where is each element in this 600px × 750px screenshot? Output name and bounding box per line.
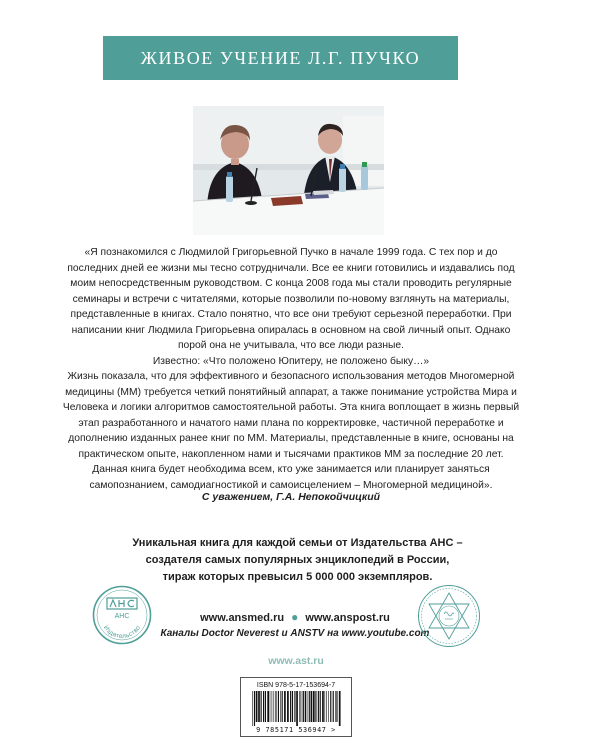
logo-brand: АНС xyxy=(114,613,130,620)
barcode-bar xyxy=(330,691,331,722)
author-photo xyxy=(193,106,384,235)
logo-caption: Издательство xyxy=(101,624,143,641)
foreword-text xyxy=(60,245,522,493)
barcode-bar xyxy=(278,691,279,722)
barcode-bar xyxy=(315,691,316,722)
promo-line: создателя самых популярных энциклопедий в России, xyxy=(145,554,450,566)
barcode-bar xyxy=(322,691,324,722)
promo-line: Уникальная книга для каждой семьи от Издательства АНС – xyxy=(132,537,463,549)
barcode-bar xyxy=(311,691,313,722)
barcode-bar xyxy=(254,691,255,726)
barcode-bar xyxy=(326,691,327,722)
photo-scene xyxy=(193,106,384,235)
paragraph: Данная книга будет необходима всем, кто уже занимается или планирует заняться самопознанием, самодиагностикой и самоисцелением – Многомерной медициной». xyxy=(89,464,493,491)
isbn-label: ISBN 978-5-17-153694-7 xyxy=(256,682,336,689)
anspost-link[interactable]: www.anspost.ru xyxy=(305,612,390,624)
barcode-bar xyxy=(339,691,341,726)
youtube-channels[interactable]: Каналы Doctor Neverest и ANSTV на www.youtube.com xyxy=(160,628,430,639)
promo-line: тираж которых превысил 5 000 000 экземпляров. xyxy=(162,571,433,583)
barcode-bar xyxy=(296,691,298,726)
barcode-bar xyxy=(302,691,303,722)
paragraph: «Я познакомился с Людмилой Григорьевной Пучко в начале 1999 года. С тех пор и до последних дней ее жизни мы тесно сотрудничали. Все ее книги готовились и издавались под моим непосредственным руководством. С конца 2008 года мы стали проводить регулярные семинары и встречи с читателями, которые позволили по-новому взглянуть на материалы, представленные в книгах. Стало понятно, что все они требуют серьезной переработки. При написании книг Людмила Григорьевна опиралась в основном на свой личный опыт. Однако порой она не учитывала, что все люди разные. xyxy=(67,247,515,351)
barcode-bar xyxy=(290,691,291,722)
barcode-bar xyxy=(256,691,258,722)
barcode-bar xyxy=(265,691,266,722)
barcode-bar xyxy=(328,691,329,722)
barcode-bar xyxy=(318,691,319,722)
bullet-icon: ● xyxy=(291,610,299,624)
ast-link[interactable]: www.ast.ru xyxy=(268,655,324,667)
ansmed-link[interactable]: www.ansmed.ru xyxy=(200,612,285,624)
book-series-banner xyxy=(103,36,458,80)
barcode-bar xyxy=(263,691,264,722)
barcode-bar xyxy=(301,691,302,722)
barcode-bar xyxy=(287,691,289,722)
barcode-bar xyxy=(320,691,321,722)
barcode-bar xyxy=(284,691,286,722)
barcode-bar xyxy=(275,691,276,722)
barcode-bar xyxy=(336,691,337,722)
barcode-bar xyxy=(272,691,273,722)
barcode-bar xyxy=(280,691,281,722)
barcode-bar xyxy=(274,691,275,722)
barcode-bar xyxy=(307,691,308,722)
barcode-bar xyxy=(333,691,334,722)
barcode-bar xyxy=(335,691,336,722)
barcode-bar xyxy=(303,691,304,722)
barcode-bar xyxy=(252,691,253,726)
barcode-bar xyxy=(258,691,260,722)
barcode-bar xyxy=(267,691,269,722)
svg-text:Издательство xyxy=(102,624,142,640)
barcode-bar xyxy=(299,691,300,722)
paragraph: Известно: «Что положено Юпитеру, не положено быку…» xyxy=(152,355,430,367)
barcode-bar xyxy=(261,691,262,722)
barcode-bar xyxy=(294,691,295,722)
website-links xyxy=(170,610,420,624)
isbn-barcode xyxy=(240,677,352,737)
barcode-bar xyxy=(309,691,310,722)
publisher-promo xyxy=(120,535,475,586)
paragraph: Жизнь показала, что для эффективного и безопасного использования методов Многомерной медицины (ММ) требуется четкий понятийный аппарат, а также понимание устройства Мира и Человека и логики алгоритмов самостоятельной работы. Эта книга воплощает в жизнь первый этап разработанного и начатого нами плана по корректировке, частичной переработке и дополнению изданных ранее книг по ММ. Материалы, представленные в книге, основаны на практическом опыте, накопленном нами и тысячами практиков ММ за последние 20 лет. xyxy=(62,371,520,460)
barcode-bar xyxy=(313,691,315,722)
signature: С уважением, Г.А. Непокойчицкий xyxy=(201,491,381,503)
barcode-icon xyxy=(251,691,343,726)
barcode-bar xyxy=(292,691,293,722)
barcode-bar xyxy=(305,691,306,722)
isbn-digits: 9 785171 536947 > xyxy=(256,726,336,734)
hexagram-seal-icon xyxy=(417,584,481,648)
barcode-bar xyxy=(325,691,326,722)
barcode-bar xyxy=(270,691,271,722)
barcode-bar xyxy=(282,691,283,722)
series-title: ЖИВОЕ УЧЕНИЕ Л.Г. ПУЧКО xyxy=(140,47,421,68)
